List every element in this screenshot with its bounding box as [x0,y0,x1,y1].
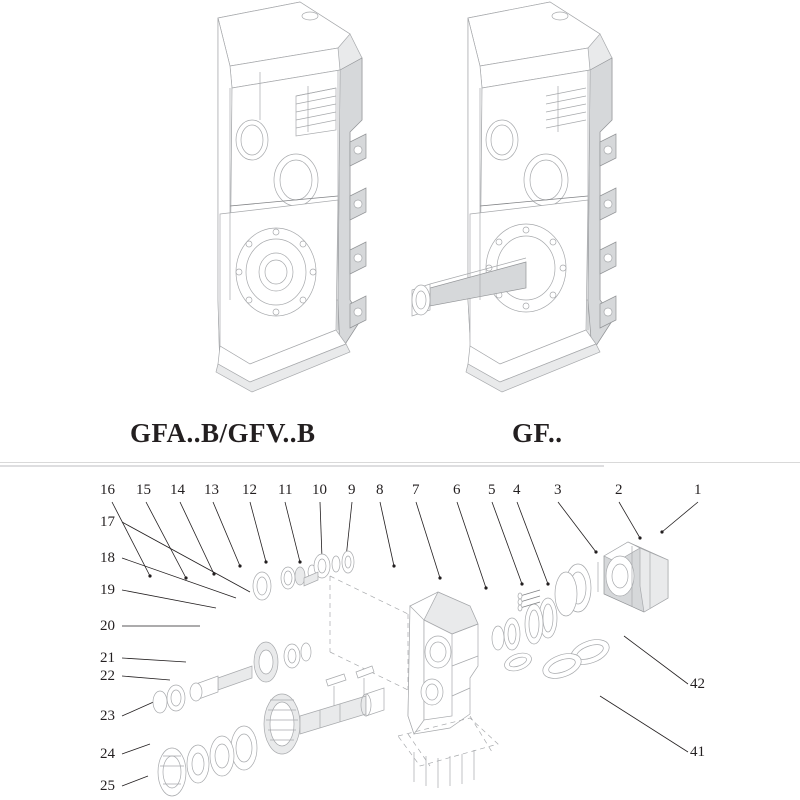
callout-24: 24 [100,746,115,762]
callout-10: 10 [312,482,327,498]
gearbox-gfab-gfvb-illustration [100,0,390,400]
callout-16: 16 [100,482,115,498]
callout-15: 15 [136,482,151,498]
callout-18: 18 [100,550,115,566]
callout-8: 8 [376,482,384,498]
gearbox-gf-illustration [400,0,700,400]
callout-13: 13 [204,482,219,498]
callout-11: 11 [278,482,293,498]
callout-1: 1 [694,482,702,498]
callout-7: 7 [412,482,420,498]
caption-right: GF.. [512,418,563,448]
callout-4: 4 [513,482,521,498]
callout-3: 3 [554,482,562,498]
callout-23: 23 [100,708,115,724]
callout-41: 41 [690,744,705,760]
callout-14: 14 [170,482,185,498]
caption-left: GFA..B/GFV..B [130,418,316,448]
callout-2: 2 [615,482,623,498]
callout-22: 22 [100,668,115,684]
callout-6: 6 [453,482,461,498]
section-divider [0,462,800,463]
callout-20: 20 [100,618,115,634]
callout-25: 25 [100,778,115,794]
callout-9: 9 [348,482,356,498]
callout-19: 19 [100,582,115,598]
callout-5: 5 [488,482,496,498]
callout-42: 42 [690,676,705,692]
callout-12: 12 [242,482,257,498]
callout-21: 21 [100,650,115,666]
callout-17: 17 [100,514,115,530]
exploded-view [0,466,800,800]
